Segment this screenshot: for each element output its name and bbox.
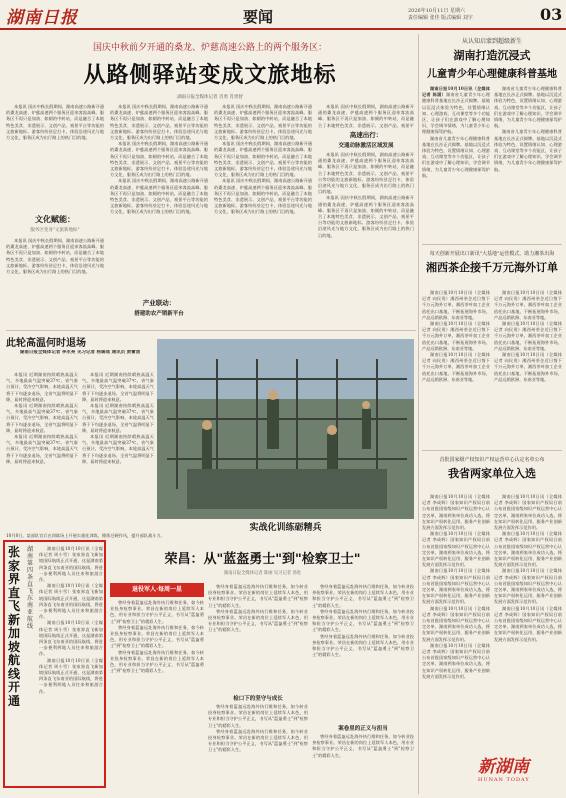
sub2-sub: 搭建助农产销新平台: [134, 311, 184, 317]
mid-story-body: 曾经身着蓝盔远赴海外执行维和任务，如今转业投身检察事业。荣昌在新的岗位上延续军人本色，用专业和担当守护公平正义，书写从"蓝盔勇士"到"检察卫士"的精彩人生。: [208, 728, 308, 753]
right-top-byline: 湖南日报10月10日讯（全媒体记者 陈涵）: [422, 86, 490, 98]
mid-story-col1: [110, 600, 204, 790]
section-divider: [422, 450, 562, 451]
mid-subhead-1: 检口下的坚守与成长: [233, 696, 283, 702]
mid-story-col3: [312, 584, 414, 722]
right-bot-body: 湖南日报10月10日讯（全媒体记者 李成辉）国家知识产权局日前公布首批国家级知识产权运营中心认定名单，湖南两家单位成功入选，将在知识产权转化运用、服务产业创新发展方面发挥示范作用。: [422, 642, 490, 679]
left-mid-byline-text: 湖南日报全媒体记者 李永亮 见习记者 杨璐瑶 通讯员 黄蕾清: [19, 350, 141, 355]
training-scene-image: [157, 339, 414, 519]
lead-body-text: 本报讯 国庆中秋长假期间，湖南高速公路新开通的桑龙高速、炉慈高速两个服务区迎来客流高峰。服务区不再只是加油、如厕的中转站，而是融合了本地特色美食、非遗展示、文创产品、观景平台等功能的文旅新地标。游客纷纷驻足打卡，体验沿途风光与地方文化，服务区成为出行路上的热门目的地。: [6, 238, 104, 275]
masthead: [0, 0, 566, 30]
page-number: 03: [540, 5, 563, 24]
watermark-logo: [478, 752, 562, 792]
right-top-body: 湖南省儿童青少年心理健康科普基地在长沙正式揭牌。基地以沉浸式体验为特色，设置情绪认知、心理游戏、互动课堂等多个功能区，让孩子们在游戏中了解心理知识，学会调节情绪，为儿童青少年心理健康保驾护航。: [494, 86, 562, 129]
mid-story-body: 曾经身着蓝盔远赴海外执行维和任务，如今转业投身检察事业。荣昌在新的岗位上延续军人本色，用专业和担当守护公平正义，书写从"蓝盔勇士"到"检察卫士"的精彩人生。: [110, 649, 204, 674]
right-top-body-a: [422, 86, 490, 240]
mid-story-body: 曾经身着蓝盔远赴海外执行维和任务，如今转业投身检察事业。荣昌在新的岗位上延续军人本色，用专业和担当守护公平正义，书写从"蓝盔勇士"到"检察卫士"的精彩人生。: [208, 584, 308, 608]
lead-kicker: 国庆中秋前夕开通的桑龙、炉慈高速公路上的两个服务区：: [92, 43, 327, 53]
sub2-title: 产业联动：: [142, 299, 176, 307]
right-bot-kicker: 首批国家级产权知识产权运营中心认定名单公布: [439, 457, 545, 463]
side-head-sub: 服务区变身"文旅新地标": [30, 228, 80, 233]
watermark-sub: HUNAN TODAY: [478, 777, 530, 783]
right-top-title: 湖南打造沉浸式: [453, 49, 531, 62]
right-bot-headline: [422, 456, 562, 481]
lead-sub2-head: [110, 298, 208, 317]
right-bot-body: 湖南日报10月10日讯（全媒体记者 李成辉）国家知识产权局日前公布首批国家级知识产权运营中心认定名单，湖南两家单位成功入选，将在知识产权转化运用、服务产业创新发展方面发挥示范作用。: [494, 494, 562, 531]
mid-story-body: 曾经身着蓝盔远赴海外执行维和任务，如今转业投身检察事业。荣昌在新的岗位上延续军人本色，用专业和担当守护公平正义，书写从"蓝盔勇士"到"检察卫士"的精彩人生。: [312, 584, 414, 608]
left-mid-body: 本报讯 近期湖南持续晴热高温天气，多地最高气温突破37℃。省气象台预计，受冷空气影响，本轮高温天气将于下旬逐步退场，全省气温将明显下降，届时将迎来秋意。: [82, 372, 154, 402]
right-top-body: 湖南省儿童青少年心理健康科普基地在长沙正式揭牌。基地以沉浸式体验为特色，设置情绪认知、心理游戏、互动课堂等多个功能区，让孩子们在游戏中了解心理知识，学会调节情绪，为儿童青少年心理健康保驾护航。: [494, 129, 562, 172]
lead-body-col2: [110, 104, 208, 326]
mid-story-body: 曾经身着蓝盔远赴海外执行维和任务，如今转业投身检察事业。荣昌在新的岗位上延续军人本色，用专业和担当守护公平正义，书写从"蓝盔勇士"到"检察卫士"的精彩人生。: [312, 608, 414, 633]
mid-story-body: 曾经身着蓝盔远赴海外执行维和任务，如今转业投身检察事业。荣昌在新的岗位上延续军人本色，用专业和担当守护公平正义，书写从"蓝盔勇士"到"检察卫士"的精彩人生。: [208, 704, 308, 728]
left-mid-body: 本报讯 近期湖南持续晴热高温天气，多地最高气温突破37℃。省气象台预计，受冷空气影响，本轮高温天气将于下旬逐步退场，全省气温将明显下降，届时将迎来秋意。: [82, 434, 154, 464]
section-divider: [6, 330, 416, 331]
right-top-body: 湖南省儿童青少年心理健康科普基地在长沙正式揭牌。基地以沉浸式体验为特色，设置情绪认知、心理游戏、互动课堂等多个功能区，让孩子们在游戏中了解心理知识，学会调节情绪，为儿童青少年心理健康保驾护航。: [422, 135, 490, 178]
lead-headline-block: [6, 35, 414, 101]
highlight-body-text: 湖南日报10月10日讯（全媒体记者 周小雪）张家界直飞新加坡国际航线正式开通，这是湖南第四条直飞东南亚的国际航线，将进一步便利两地人员往来和旅游合作。: [39, 583, 103, 620]
left-mid-body: 本报讯 近期湖南持续晴热高温天气，多地最高气温突破37℃。省气象台预计，受冷空气影响，本轮高温天气将于下旬逐步退场，全省气温将明显下降，届时将迎来秋意。: [6, 372, 78, 402]
mid-story-title: 荣昌：从"蓝盔勇士"到"检察卫士": [164, 552, 361, 567]
lead-body-text: 本报讯 国庆中秋长假期间，湖南高速公路新开通的桑龙高速、炉慈高速两个服务区迎来客流高峰。服务区不再只是加油、如厕的中转站，而是融合了本地特色美食、非遗展示、文创产品、观景平台等功能的文旅新地标。游客纷纷驻足打卡，体验沿途风光与地方文化，服务区成为出行路上的热门目的地。: [6, 104, 104, 141]
right-mid-body-b: [494, 290, 562, 446]
mid-story-col2b: [208, 704, 308, 790]
right-bot-body: 湖南日报10月10日讯（全媒体记者 李成辉）国家知识产权局日前公布首批国家级知识产权运营中心认定名单，湖南两家单位成功入选，将在知识产权转化运用、服务产业创新发展方面发挥示范作用。: [422, 605, 490, 642]
right-bot-body-b: [494, 494, 562, 748]
lead-body-col3: [214, 104, 312, 326]
mid-story-byline: 湖南日报全媒体记者 陈丽 见习记者 汤进: [223, 571, 302, 576]
lead-body-text: 本报讯 国庆中秋长假期间，湖南高速公路新开通的桑龙高速、炉慈高速两个服务区迎来客流高峰。服务区不再只是加油、如厕的中转站，而是融合了本地特色美食、非遗展示、文创产品、观景平台等功能的文旅新地标。游客纷纷驻足打卡，体验沿途风光与地方文化，服务区成为出行路上的热门目的地。: [318, 195, 414, 238]
right-bot-body: 湖南日报10月10日讯（全媒体记者 李成辉）国家知识产权局日前公布首批国家级知识产权运营中心认定名单，湖南两家单位成功入选，将在知识产权转化运用、服务产业创新发展方面发挥示范作用。: [494, 568, 562, 605]
right-mid-body: 湖南日报10月10日讯（全媒体记者 向民贵）湘西州茶企近日签下千万元海外订单，湘西茶叶加工企业依托出口基地，不断拓展海外市场，产品远销欧洲、东南亚等地。: [422, 290, 490, 320]
right-top-headline: [422, 36, 562, 80]
lead-body-text: 本报讯 国庆中秋长假期间，湖南高速公路新开通的桑龙高速、炉慈高速两个服务区迎来客流高峰。服务区不再只是加油、如厕的中转站，而是融合了本地特色美食、非遗展示、文创产品、观景平台等功能的文旅新地标。游客纷纷驻足打卡，体验沿途风光与地方文化，服务区成为出行路上的热门目的地。: [214, 104, 312, 141]
left-mid-body-b: [82, 372, 154, 522]
lead-body-col4: [318, 152, 414, 326]
right-bot-title: 我省两家单位入选: [448, 467, 536, 480]
photo-caption-title: 实战化训练砺精兵: [249, 523, 322, 533]
section-title: 要闻: [243, 8, 274, 26]
right-mid-headline: [422, 250, 562, 275]
left-mid-body-a: [6, 372, 78, 522]
mid-story-col2: [208, 584, 308, 692]
mid-story-body: 曾经身着蓝盔远赴海外执行维和任务，如今转业投身检察事业。荣昌在新的岗位上延续军人本色，用专业和担当守护公平正义，书写从"蓝盔勇士"到"检察卫士"的精彩人生。: [312, 633, 414, 658]
lead-body-text: 本报讯 国庆中秋长假期间，湖南高速公路新开通的桑龙高速、炉慈高速两个服务区迎来客流高峰。服务区不再只是加油、如厕的中转站，而是融合了本地特色美食、非遗展示、文创产品、观景平台等功能的文旅新地标。游客纷纷驻足打卡，体验沿途风光与地方文化，服务区成为出行路上的热门目的地。: [110, 104, 208, 141]
lead-body-text: 本报讯 国庆中秋长假期间，湖南高速公路新开通的桑龙高速、炉慈高速两个服务区迎来客流高峰。服务区不再只是加油、如厕的中转站，而是融合了本地特色美食、非遗展示、文创产品、观景平: [318, 104, 414, 128]
watermark-name: 新湖南: [478, 757, 529, 777]
lead-body-text: 本报讯 国庆中秋长假期间，湖南高速公路新开通的桑龙高速、炉慈高速两个服务区迎来客流高峰。服务区不再只是加油、如厕的中转站，而是融合了本地特色美食、非遗展示、文创产品、观景平台等功能的文旅新地标。游客纷纷驻足打卡，体验沿途风光与地方文化，服务区成为出行路上的热门目的地。: [214, 178, 312, 215]
highlight-body-text: 湖南日报10月10日讯（全媒体记者 周小雪）张家界直飞新加坡国际航线正式开通，这是湖南第四条直飞东南亚的国际航线，将进一步便利两地人员往来和旅游合作。: [39, 546, 103, 583]
highlight-body-text: 湖南日报10月10日讯（全媒体记者 周小雪）张家界直飞新加坡国际航线正式开通，这是湖南第四条直飞东南亚的国际航线，将进一步便利两地人员往来和旅游合作。: [39, 620, 103, 657]
left-mid-body: 本报讯 近期湖南持续晴热高温天气，多地最高气温突破37℃。省气象台预计，受冷空气影响，本轮高温天气将于下旬逐步退场，全省气温将明显下降，届时将迎来秋意。: [6, 403, 78, 433]
lead-body-text: 本报讯 国庆中秋长假期间，湖南高速公路新开通的桑龙高速、炉慈高速两个服务区迎来客流高峰。服务区不再只是加油、如厕的中转站，而是融合了本地特色美食、非遗展示、文创产品、观景平台等功能的文旅新地标。游客纷纷驻足打卡，体验沿途风光与地方文化，服务区成为出行路上的热门目的地。: [318, 152, 414, 195]
highlight-body-text: 湖南日报10月10日讯（全媒体记者 周小雪）张家界直飞新加坡国际航线正式开通，这是湖南第四条直飞东南亚的国际航线，将进一步便利两地人员往来和旅游合作。: [39, 657, 103, 694]
lead-title: 从路侧驿站变成文旅地标: [83, 62, 337, 88]
right-bot-body: 湖南日报10月10日讯（全媒体记者 李成辉）国家知识产权局日前公布首批国家级知识产权运营中心认定名单，湖南两家单位成功入选，将在知识产权转化运用、服务产业创新发展方面发挥示范作用。: [422, 531, 490, 568]
newspaper-logo: 湖南日报: [6, 8, 78, 28]
right-mid-body: 湖南日报10月10日讯（全媒体记者 向民贵）湘西州茶企近日签下千万元海外订单，湘西茶叶加工企业依托出口基地，不断拓展海外市场，产品远销欧洲、东南亚等地。: [494, 290, 562, 320]
lead-byline: 湖南日报全媒体记者 肖勇 肖勇智: [177, 95, 243, 100]
right-bot-body-a: [422, 494, 490, 750]
right-mid-kicker: 每天创新开展出口新讯"大基地"运营模式，助力湘茶出海: [429, 251, 555, 257]
right-mid-body-a: [422, 290, 490, 446]
right-mid-body: 湖南日报10月10日讯（全媒体记者 向民贵）湘西州茶企近日签下千万元海外订单，湘西茶叶加工企业依托出口基地，不断拓展海外市场，产品远销欧洲、东南亚等地。: [494, 352, 562, 382]
right-top-title2: 儿童青少年心理健康科普基地: [427, 69, 557, 80]
highlight-vertical-title: 张家界直飞新加坡航线开通: [8, 545, 21, 708]
mid-story-body: 曾经身着蓝盔远赴海外执行维和任务，如今转业投身检察事业。荣昌在新的岗位上延续军人本色，用专业和担当守护公平正义，书写从"蓝盔勇士"到"检察卫士"的精彩人生。: [110, 600, 204, 624]
sub1-title: 高速出行：: [349, 131, 383, 139]
mid-story-body: 曾经身着蓝盔远赴海外执行维和任务，如今转业投身检察事业。荣昌在新的岗位上延续军人本色，用专业和担当守护公平正义，书写从"蓝盔勇士"到"检察卫士"的精彩人生。: [312, 734, 414, 758]
right-top-body: 湖南省儿童青少年心理健康科普基地在长沙正式揭牌。基地以沉浸式体验为特色，设置情绪认知、心理游戏、互动课堂等多个功能区，让孩子们在游戏中了解心理知识，学会调节情绪，为儿童青少年心理健康保驾护航。: [422, 92, 490, 135]
right-top-body-b: [494, 86, 562, 240]
mid-story-headline: [110, 548, 415, 576]
right-bot-body: 湖南日报10月10日讯（全媒体记者 李成辉）国家知识产权局日前公布首批国家级知识产权运营中心认定名单，湖南两家单位成功入选，将在知识产权转化运用、服务产业创新发展方面发挥示范作用。: [422, 568, 490, 605]
column-banner: 退役军人·每周一星: [110, 583, 204, 597]
lead-side-head: [6, 214, 104, 233]
news-photo: [157, 339, 414, 519]
column-rule: [418, 34, 419, 794]
mid-story-body: 曾经身着蓝盔远赴海外执行维和任务，如今转业投身检察事业。荣昌在新的岗位上延续军人本色，用专业和担当守护公平正义，书写从"蓝盔勇士"到"检察卫士"的精彩人生。: [208, 608, 308, 633]
right-mid-title: 湘西茶企接千万元海外订单: [426, 261, 558, 274]
lead-body-col1b: [6, 238, 104, 326]
lead-body-text: 本报讯 国庆中秋长假期间，湖南高速公路新开通的桑龙高速、炉慈高速两个服务区迎来客流高峰。服务区不再只是加油、如厕的中转站，而是融合了本地特色美食、非遗展示、文创产品、观景平台等功能的文旅新地标。游客纷纷驻足打卡，体验沿途风光与地方文化，服务区成为出行路上的热门目的地。: [110, 141, 208, 178]
left-mid-body: 本报讯 近期湖南持续晴热高温天气，多地最高气温突破37℃。省气象台预计，受冷空气影响，本轮高温天气将于下旬逐步退场，全省气温将明显下降，届时将迎来秋意。: [82, 403, 154, 433]
left-mid-title: 此轮高温何时退场: [6, 338, 86, 349]
right-bot-body: 湖南日报10月10日讯（全媒体记者 李成辉）国家知识产权局日前公布首批国家级知识产权运营中心认定名单，湖南两家单位成功入选，将在知识产权转化运用、服务产业创新发展方面发挥示范作用。: [494, 531, 562, 568]
right-mid-body: 湖南日报10月10日讯（全媒体记者 向民贵）湘西州茶企近日签下千万元海外订单，湘西茶叶加工企业依托出口基地，不断拓展海外市场，产品远销欧洲、东南亚等地。: [422, 352, 490, 382]
mid-story-col3b: [312, 734, 414, 790]
section-divider: [422, 244, 562, 245]
highlight-body: [39, 546, 103, 784]
side-head-title: 文化赋能：: [35, 214, 75, 224]
lead-sub1-head: [318, 130, 414, 149]
right-bot-body: 湖南日报10月10日讯（全媒体记者 李成辉）国家知识产权局日前公布首批国家级知识产权运营中心认定名单，湖南两家单位成功入选，将在知识产权转化运用、服务产业创新发展方面发挥示范作用。: [494, 605, 562, 642]
sub1-sub: 交通动脉激活区域发展: [338, 143, 394, 149]
highlight-story-box: [3, 540, 106, 788]
left-mid-byline: [6, 350, 154, 370]
mid-story-body: 曾经身着蓝盔远赴海外执行维和任务，如今转业投身检察事业。荣昌在新的岗位上延续军人本色，用专业和担当守护公平正义，书写从"蓝盔勇士"到"检察卫士"的精彩人生。: [110, 624, 204, 649]
lead-body-col1: [6, 104, 104, 212]
lead-body-text: 本报讯 国庆中秋长假期间，湖南高速公路新开通的桑龙高速、炉慈高速两个服务区迎来客流高峰。服务区不再只是加油、如厕的中转站，而是融合了本地特色美食、非遗展示、文创产品、观景平台等功能的文旅新地标。游客纷纷驻足打卡，体验沿途风光与地方文化，服务区成为出行路上的热门目的地。: [110, 178, 208, 215]
lead-body-col4a: [318, 104, 414, 128]
highlight-vertical-sub: 湖南第四条直飞东南亚航线: [27, 546, 34, 630]
right-top-kicker: 从认知启蒙到超级新生: [461, 38, 522, 45]
mid-subhead-2: 案卷里的正义与担当: [338, 726, 388, 732]
right-mid-body: 湖南日报10月10日讯（全媒体记者 向民贵）湘西州茶企近日签下千万元海外订单，湘西茶叶加工企业依托出口基地，不断拓展海外市场，产品远销欧洲、东南亚等地。: [494, 321, 562, 351]
right-mid-body: 湖南日报10月10日讯（全媒体记者 向民贵）湘西州茶企近日签下千万元海外订单，湘西茶叶加工企业依托出口基地，不断拓展海外市场，产品远销欧洲、东南亚等地。: [422, 321, 490, 351]
left-mid-body: 本报讯 近期湖南持续晴热高温天气，多地最高气温突破37℃。省气象台预计，受冷空气影响，本轮高温天气将于下旬逐步退场，全省气温将明显下降，届时将迎来秋意。: [6, 434, 78, 464]
photo-caption: 10月8日，某部队官兵在训练场上开展实战化训练，锤炼过硬作风，提升部队战斗力。: [6, 533, 165, 538]
left-mid-headline: [6, 334, 154, 349]
lead-body-text: 本报讯 国庆中秋长假期间，湖南高速公路新开通的桑龙高速、炉慈高速两个服务区迎来客流高峰。服务区不再只是加油、如厕的中转站，而是融合了本地特色美食、非遗展示、文创产品、观景平台等功能的文旅新地标。游客纷纷驻足打卡，体验沿途风光与地方文化，服务区成为出行路上的热门目的地。: [214, 141, 312, 178]
dateline: 2026年10月11日 星期六 责任编辑 张佳 版式编辑 刘宇: [408, 8, 473, 21]
right-bot-body: 湖南日报10月10日讯（全媒体记者 李成辉）国家知识产权局日前公布首批国家级知识产权运营中心认定名单，湖南两家单位成功入选，将在知识产权转化运用、服务产业创新发展方面发挥示范作用。: [422, 494, 490, 531]
